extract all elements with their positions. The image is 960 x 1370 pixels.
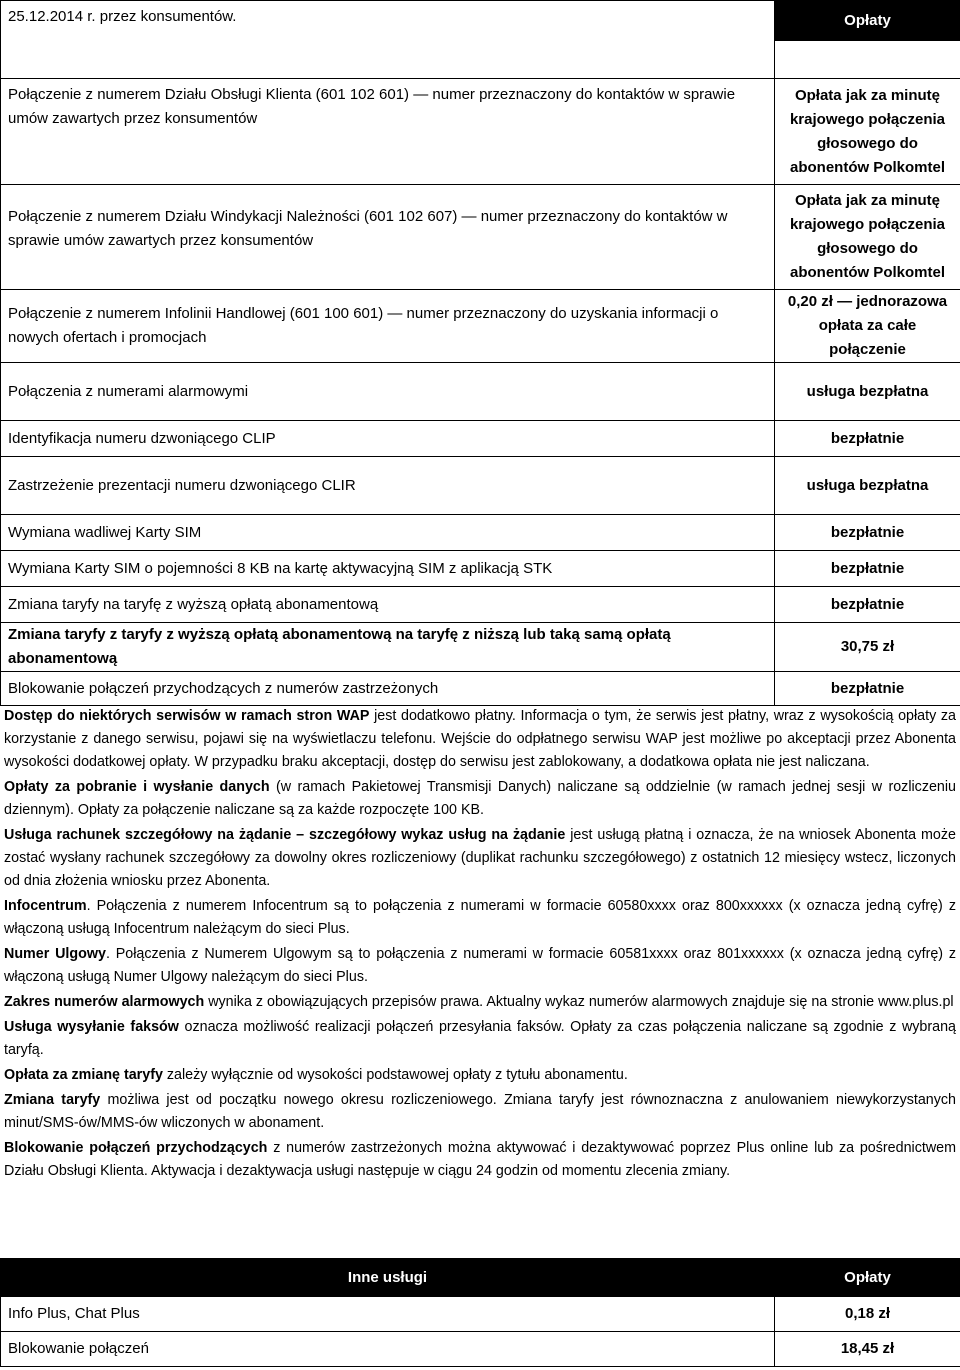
note-bold: Zmiana taryfy xyxy=(4,1092,101,1108)
notes-section xyxy=(4,705,956,1185)
table-row xyxy=(1,587,960,623)
table-row xyxy=(1,672,960,706)
note-bold: Numer Ulgowy xyxy=(4,946,106,962)
fees-row-desc: Zmiana taryfy z taryfy z wyższą opłatą abonamentową na taryfę z niższą lub taką samą opłatą abonamentową xyxy=(1,623,775,672)
note-bold: Zakres numerów alarmowych xyxy=(4,994,205,1010)
fees-row-price: bezpłatnie xyxy=(775,587,960,623)
fees-row-desc-text: 25.12.2014 r. przez konsumentów. xyxy=(8,8,237,25)
note-paragraph xyxy=(4,1016,956,1062)
note-paragraph xyxy=(4,991,956,1014)
note-paragraph xyxy=(4,824,956,893)
table-row xyxy=(1,1297,960,1332)
other-row-desc: Blokowanie połączeń xyxy=(1,1332,775,1367)
other-header-price: Opłaty xyxy=(775,1259,960,1297)
note-text: wynika z obowiązujących przepisów prawa. Aktualny wykaz numerów alarmowych znajduje się na stronie www.plus.pl xyxy=(204,994,954,1010)
table-row xyxy=(1,515,960,551)
fees-row-price: bezpłatnie xyxy=(775,421,960,457)
note-text: zależy wyłącznie od wysokości podstawowej opłaty z tytułu abonamentu. xyxy=(162,1067,628,1083)
note-bold: Usługa rachunek szczegółowy na żądanie – szczegółowy wykaz usług na żądanie xyxy=(4,827,566,843)
fees-row-price: Opłata jak za minutę krajowego połączenia głosowego do abonentów Polkomtel xyxy=(775,185,960,290)
other-header-desc: Inne usługi xyxy=(1,1259,775,1297)
note-text: oznacza możliwość realizacji połączeń przesyłania faksów. Opłaty za czas połączenia naliczane są zgodnie z wybraną taryfą. xyxy=(4,1019,956,1058)
fees-row-desc: Wymiana Karty SIM o pojemności 8 KB na kartę aktywacyjną SIM z aplikacją STK xyxy=(1,551,775,587)
note-paragraph xyxy=(4,705,956,774)
note-bold: Opłaty za pobranie i wysłanie danych xyxy=(4,779,270,795)
note-text: (w ramach Pakietowej Transmisji Danych) naliczane są oddzielnie (w ramach jednej sesji w rozliczeniu dziennym). Opłaty za połączenie naliczane są za każde rozpoczęte 100 KB. xyxy=(4,779,957,818)
fees-row-desc: Wymiana wadliwej Karty SIM xyxy=(1,515,775,551)
note-bold: Dostęp do niektórych serwisów w ramach stron WAP xyxy=(4,708,370,724)
fees-row-price: usługa bezpłatna xyxy=(775,363,960,421)
note-bold: Usługa wysyłanie faksów xyxy=(4,1019,179,1035)
table-row xyxy=(1,457,960,515)
fees-row-price: bezpłatnie xyxy=(775,515,960,551)
other-row-price: 18,45 zł xyxy=(775,1332,960,1367)
note-paragraph xyxy=(4,1089,956,1135)
note-text: możliwa jest od początku nowego okresu rozliczeniowego. Zmiana taryfy jest równoznaczna z anulowaniem niewykorzystanych minut/SMS-ów/MMS-ów wliczonych w abonament. xyxy=(4,1092,957,1131)
note-bold: Blokowanie połączeń przychodzących xyxy=(4,1140,268,1156)
fees-row-desc: Blokowanie połączeń przychodzących z numerów zastrzeżonych xyxy=(1,672,775,706)
note-paragraph xyxy=(4,895,956,941)
other-row-price: 0,18 zł xyxy=(775,1297,960,1332)
other-services-header xyxy=(1,1259,960,1297)
fees-row-desc: Zmiana taryfy na taryfę z wyższą opłatą abonamentową xyxy=(1,587,775,623)
fees-row-desc: Połączenie z numerem Działu Obsługi Klienta (601 102 601) ― numer przeznaczony do kontaktów w sprawie umów zawartych przez konsumentów xyxy=(1,79,775,185)
fees-row-price: usługa bezpłatna xyxy=(775,457,960,515)
table-row xyxy=(1,363,960,421)
fees-row-desc xyxy=(1,1,775,79)
fees-row-desc: Zastrzeżenie prezentacji numeru dzwoniącego CLIR xyxy=(1,457,775,515)
note-paragraph xyxy=(4,1064,956,1087)
table-row xyxy=(1,79,960,185)
table-row xyxy=(1,185,960,290)
table-row xyxy=(1,1332,960,1367)
table-row xyxy=(1,623,960,672)
fees-row-price: Opłata jak za minutę krajowego połączenia głosowego do abonentów Polkomtel xyxy=(775,79,960,185)
fees-row-desc: Identyfikacja numeru dzwoniącego CLIP xyxy=(1,421,775,457)
fees-row-price: bezpłatnie xyxy=(775,551,960,587)
note-text: jest dodatkowo płatny. Informacja o tym, że serwis jest płatny, wraz z wysokością opłaty za korzystanie z danego serwisu, pojawi się na wyświetlaczu telefonu. Wejście do odpłatnego serwisu WAP jest możliwe po akceptacji przez Abonenta wysokości dodatkowej opłaty. W przypadku braku akceptacji, dostęp do serwisu jest zablokowany, a dodatkowa opłata nie jest naliczana. xyxy=(4,708,957,770)
note-paragraph xyxy=(4,943,956,989)
fees-header-price: Opłaty xyxy=(775,1,960,41)
table-row xyxy=(1,551,960,587)
fees-row-price: 0,20 zł ― jednorazowa opłata za całe połączenie xyxy=(775,290,960,363)
note-bold: Infocentrum xyxy=(4,898,87,914)
table-row xyxy=(1,290,960,363)
note-text: z numerów zastrzeżonych można aktywować i dezaktywować poprzez Plus online lub za pośrednictwem Działu Obsługi Klienta. Aktywacja i dezaktywacja usługi następuje w ciągu 24 godzin od momentu zlecenia zmiany. xyxy=(4,1140,957,1179)
fees-row-price: 30,75 zł xyxy=(775,623,960,672)
table-row xyxy=(1,421,960,457)
other-row-desc: Info Plus, Chat Plus xyxy=(1,1297,775,1332)
note-text: jest usługą płatną i oznacza, że na wniosek Abonenta może zostać wysłany rachunek szczegółowy za dowolny okres rozliczeniowy (duplikat rachunku szczegółowego) z ostatnich 12 miesięcy wstecz, liczonych od dnia złożenia wniosku przez Abonenta. xyxy=(4,827,956,889)
note-text: . Połączenia z Numerem Ulgowym są to połączenia z numerami w formacie 60581xxxx oraz 801xxxxxx (x oznacza jedną cyfrę) z włączoną usługą Numer Ulgowy należącym do sieci Plus. xyxy=(4,946,956,985)
other-services-table xyxy=(0,1258,960,1367)
note-paragraph xyxy=(4,776,956,822)
fees-table-header xyxy=(1,1,960,41)
fees-row-desc: Połączenia z numerami alarmowymi xyxy=(1,363,775,421)
note-paragraph xyxy=(4,1137,956,1183)
fees-row-price: bezpłatnie xyxy=(775,672,960,706)
note-text: . Połączenia z numerem Infocentrum są to połączenia z numerami w formacie 60580xxxx oraz 800xxxxxx (x oznacza jedną cyfrę) z włączoną usługą Infocentrum należącym do sieci Plus. xyxy=(4,898,956,937)
note-bold: Opłata za zmianę taryfy xyxy=(4,1067,163,1083)
fees-row-desc: Połączenie z numerem Infolinii Handlowej (601 100 601) ― numer przeznaczony do uzyskania informacji o nowych ofertach i promocjach xyxy=(1,290,775,363)
fees-row-price xyxy=(775,41,960,79)
fees-row-desc: Połączenie z numerem Działu Windykacji Należności (601 102 607) ― numer przeznaczony do kontaktów w sprawie umów zawartych przez konsumentów xyxy=(1,185,775,290)
